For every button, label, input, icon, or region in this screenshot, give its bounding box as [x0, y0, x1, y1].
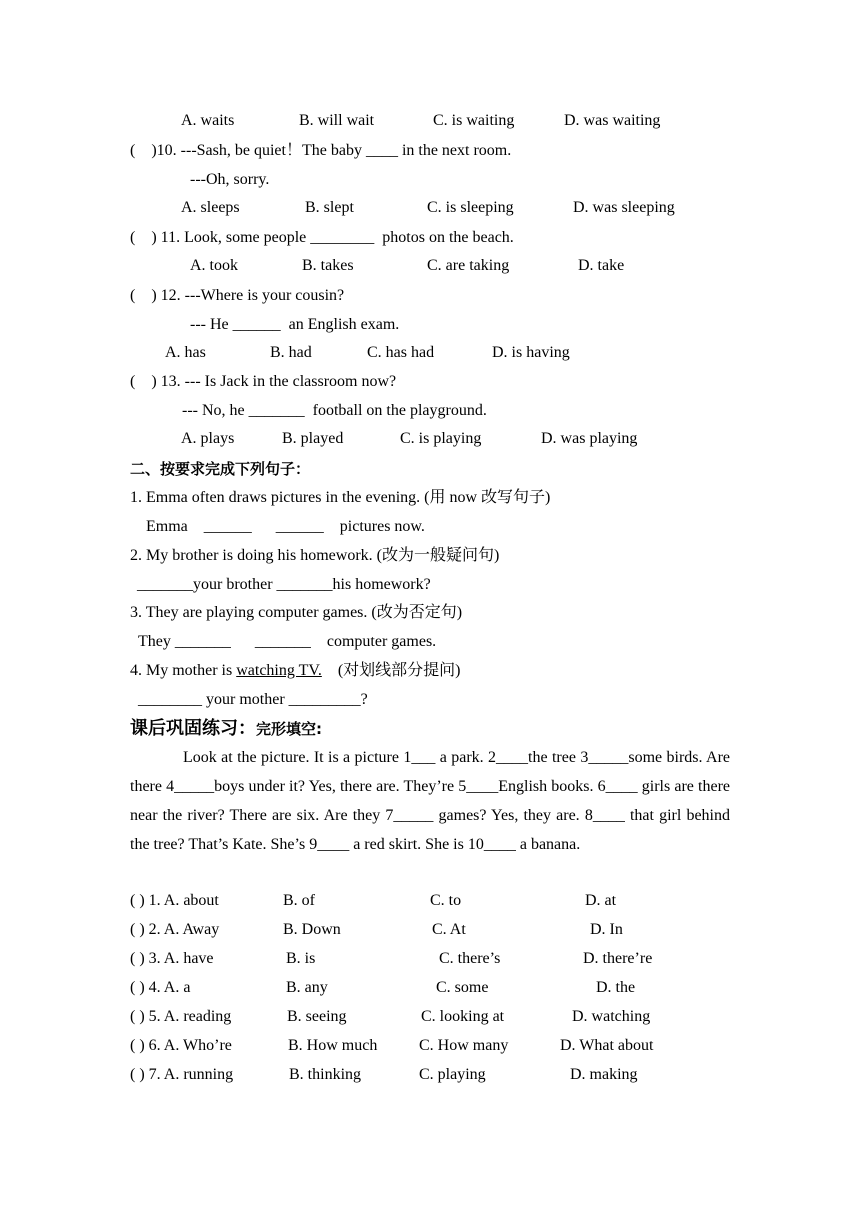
- q10-stem: ( )10. ---Sash, be quiet！The baby ____ in the next room.: [130, 142, 512, 159]
- section2-sentence-3: 3. They are playing computer games. (改为否定句): [130, 604, 463, 621]
- section2-title: 二、按要求完成下列句子：: [130, 460, 311, 478]
- q10-reply: ---Oh, sorry.: [190, 171, 270, 188]
- cloze-item-7-c: C. playing: [419, 1066, 486, 1083]
- cloze-passage: [130, 743, 730, 859]
- q10-option-d: D. was sleeping: [573, 199, 675, 216]
- q13-option-b: B. played: [282, 430, 344, 447]
- cloze-item-4-b: B. any: [286, 979, 328, 996]
- cloze-item-1-d: D. at: [585, 892, 617, 909]
- section3-title-sub: 完形填空:: [256, 720, 322, 738]
- q13-option-d: D. was playing: [541, 430, 638, 447]
- q11-text-before: ( ) 11. Look, some people: [130, 229, 311, 246]
- q10-option-b: B. slept: [305, 199, 354, 216]
- section2-s4-text-before: 4. My mother is: [130, 662, 237, 679]
- q9-option-b: B. will wait: [299, 112, 375, 129]
- q13-stem: ( ) 13. --- Is Jack in the classroom now?: [130, 373, 397, 390]
- q13-text-after: football on the playground.: [304, 402, 487, 419]
- cloze-item-2-d: D. In: [590, 921, 623, 938]
- q9-option-a: A. waits: [181, 112, 235, 129]
- q12-text-after: an English exam.: [280, 316, 400, 333]
- q11-option-c: C. are taking: [427, 257, 510, 274]
- q10-option-c: C. is sleeping: [427, 199, 514, 216]
- q9-option-c: C. is waiting: [433, 112, 515, 129]
- q13-option-c: C. is playing: [400, 430, 482, 447]
- q11-option-a: A. took: [190, 257, 238, 274]
- q11-option-b: B. takes: [302, 257, 354, 274]
- cloze-item-5-d: D. watching: [572, 1008, 651, 1025]
- cloze-item-6-a: ( ) 6. A. Who’re: [130, 1037, 232, 1054]
- cloze-item-3-c: C. there’s: [439, 950, 501, 967]
- cloze-item-7-b: B. thinking: [289, 1066, 362, 1083]
- cloze-item-3-b: B. is: [286, 950, 316, 967]
- q11-stem: [130, 228, 514, 248]
- q12-reply: [190, 315, 399, 335]
- cloze-passage-text: Look at the picture. It is a picture 1___ a park. 2____the tree 3_____some birds. Are there 4_____boys under it? Yes, there are. They’re 5____English books. 6____ girls are there near the river? There are six. Are they 7_____ games? Yes, they are. 8____ that girl behind the tree? That’s Kate. She’s 9____ a red skirt. She is 10____ a banana.: [130, 749, 730, 853]
- cloze-item-7-a: ( ) 7. A. running: [130, 1066, 234, 1083]
- cloze-item-4-d: D. the: [596, 979, 636, 996]
- section3-title: [130, 717, 322, 741]
- section2-sentence-1: 1. Emma often draws pictures in the evening. (用 now 改写句子): [130, 489, 551, 506]
- q13-option-a: A. plays: [181, 430, 235, 447]
- section2-answer-2: _______your brother _______his homework?: [137, 576, 431, 593]
- cloze-item-6-c: C. How many: [419, 1037, 509, 1054]
- section2-answer-4: ________ your mother _________?: [138, 691, 368, 708]
- section2-s4-instruction: (对划线部分提问): [321, 662, 461, 679]
- q12-text-before: --- He: [190, 316, 233, 333]
- q12-option-c: C. has had: [367, 344, 435, 361]
- cloze-item-1-c: C. to: [430, 892, 462, 909]
- section2-answer-3: They _______ _______ computer games.: [138, 633, 437, 650]
- cloze-item-7-d: D. making: [570, 1066, 638, 1083]
- cloze-item-1-a: ( ) 1. A. about: [130, 892, 219, 909]
- cloze-item-4-a: ( ) 4. A. a: [130, 979, 191, 996]
- cloze-item-1-b: B. of: [283, 892, 315, 909]
- cloze-item-2-b: B. Down: [283, 921, 341, 938]
- q11-text-after: photos on the beach.: [374, 229, 514, 246]
- q13-text-before: --- No, he: [182, 402, 249, 419]
- q10-option-a: A. sleeps: [181, 199, 240, 216]
- q11-blank: ________: [310, 229, 375, 246]
- q12-option-d: D. is having: [492, 344, 570, 361]
- q12-blank: ______: [232, 316, 281, 333]
- section2-answer-1: Emma ______ ______ pictures now.: [146, 518, 425, 535]
- q11-option-d: D. take: [578, 257, 625, 274]
- q12-stem: ( ) 12. ---Where is your cousin?: [130, 287, 345, 304]
- section2-sentence-4: [130, 661, 461, 681]
- q12-option-a: A. has: [165, 344, 206, 361]
- cloze-item-5-c: C. looking at: [421, 1008, 505, 1025]
- section3-title-main: 课后巩固练习：: [130, 718, 256, 739]
- cloze-item-3-d: D. there’re: [583, 950, 653, 967]
- q13-reply: [182, 401, 487, 421]
- cloze-item-5-b: B. seeing: [287, 1008, 347, 1025]
- q13-blank: _______: [248, 402, 305, 419]
- cloze-item-2-a: ( ) 2. A. Away: [130, 921, 220, 938]
- q9-option-d: D. was waiting: [564, 112, 661, 129]
- cloze-item-5-a: ( ) 5. A. reading: [130, 1008, 232, 1025]
- cloze-item-6-b: B. How much: [288, 1037, 378, 1054]
- section2-sentence-2: 2. My brother is doing his homework. (改为一般疑问句): [130, 547, 500, 564]
- cloze-item-3-a: ( ) 3. A. have: [130, 950, 214, 967]
- cloze-item-6-d: D. What about: [560, 1037, 654, 1054]
- cloze-item-2-c: C. At: [432, 921, 466, 938]
- cloze-item-4-c: C. some: [436, 979, 489, 996]
- section2-s4-underlined-part: watching TV.: [236, 662, 322, 679]
- q12-option-b: B. had: [270, 344, 312, 361]
